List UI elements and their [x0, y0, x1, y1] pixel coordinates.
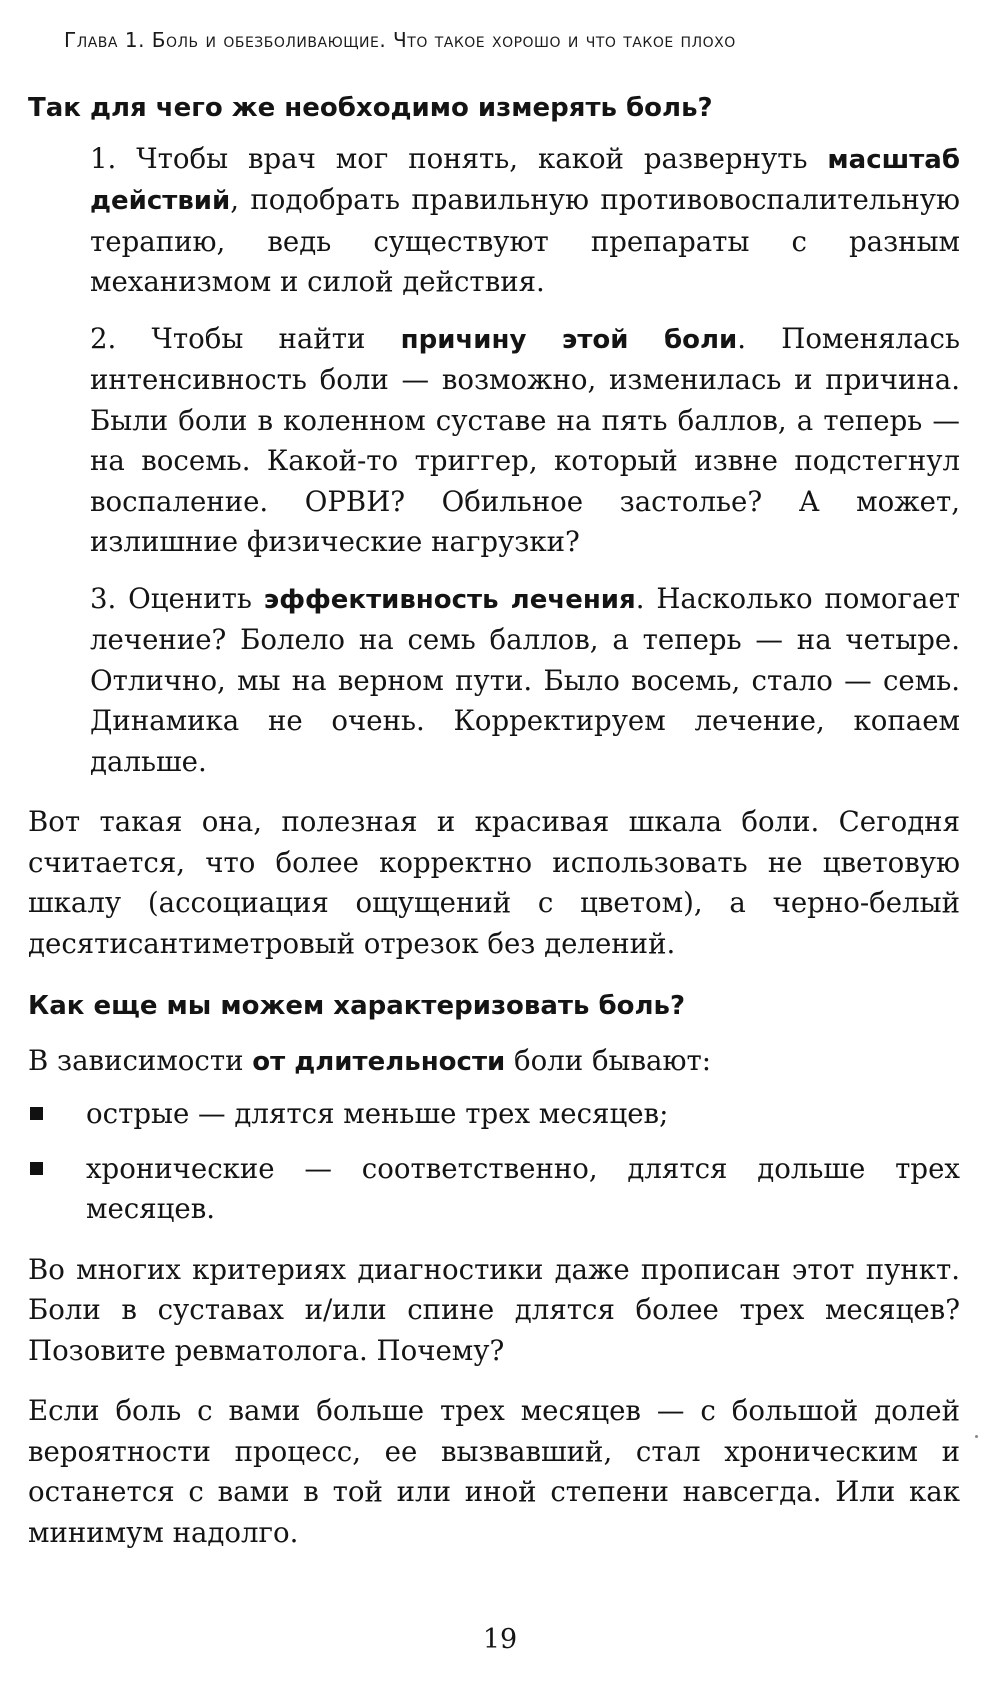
- page-body: [28, 88, 960, 1573]
- bullet-chronic-text: хронические — соответственно, длятся дольше трех месяцев.: [86, 1151, 960, 1225]
- square-bullet-icon: [30, 1162, 43, 1175]
- paragraph-pain-scale: Вот такая она, полезная и красивая шкала боли. Сегодня считается, что более корректно использовать не цветовую шкалу (ассоциация ощущений с цветом), а черно-белый десятисантиметровый отрезок без делений.: [28, 805, 960, 960]
- duration-bullet-list: [28, 1094, 960, 1230]
- running-head: Глава 1. Боль и обезболивающие. Что такое хорошо и что такое плохо: [64, 28, 736, 52]
- paragraph-diagnostic-criteria: Во многих критериях диагностики даже прописан этот пункт. Боли в суставах и/или спине длятся более трех месяцев? Позовите ревматолога. Почему?: [28, 1252, 960, 1367]
- item-2-text-start: 2. Чтобы найти: [90, 321, 401, 355]
- numbered-item-2: [90, 319, 960, 563]
- item-1-emphasis: масштаб действий: [90, 144, 960, 216]
- paragraph-duration-intro: [28, 1041, 960, 1083]
- numbered-item-3: [90, 579, 960, 783]
- item-3-text-start: 3. Оценить: [90, 581, 264, 615]
- item-3-text-end: . Насколько помогает лечение? Болело на семь баллов, а теперь — на четыре. Отлично, мы на верном пути. Было восемь, стало — семь. Динамика не очень. Корректируем лечение, копаем дальше.: [90, 581, 960, 778]
- item-1-text-end: , подобрать правильную противовоспалительную терапию, ведь существуют препараты с разным механизмом и силой действия.: [90, 183, 960, 298]
- item-2-emphasis: причину этой боли: [400, 324, 738, 355]
- paragraph-chronic-process: Если боль с вами больше трех месяцев — с большой долей вероятности процесс, ее вызвавший, стал хроническим и останется с вами в той или иной степени навсегда. Или как минимум надолго.: [28, 1394, 960, 1549]
- page-number: 19: [482, 1624, 518, 1655]
- section-heading-characterize-pain: Как еще мы можем характеризовать боль?: [28, 991, 686, 1021]
- bullet-acute-text: острые — длятся меньше трех месяцев;: [86, 1097, 669, 1130]
- square-bullet-icon: [30, 1107, 43, 1120]
- intro-emphasis: от длительности: [252, 1046, 506, 1077]
- intro-text-start: В зависимости: [28, 1043, 253, 1077]
- bullet-item-chronic: [28, 1149, 960, 1230]
- item-3-emphasis: эффективность лечения: [263, 584, 636, 615]
- scan-speck: [975, 1435, 978, 1438]
- item-2-text-end: . Поменялась интенсивность боли — возможно, изменилась и причина. Были боли в коленном суставе на пять баллов, а теперь — на восемь. Какой-то триггер, который извне подстегнул воспаление. ОРВИ? Обильное застолье? А может, излишние физические нагрузки?: [90, 321, 960, 558]
- bullet-item-acute: [28, 1094, 960, 1135]
- item-1-text-start: 1. Чтобы врач мог понять, какой развернуть: [90, 141, 828, 175]
- section-heading-measure-pain: Так для чего же необходимо измерять боль?: [28, 93, 713, 123]
- intro-text-end: боли бывают:: [505, 1043, 712, 1077]
- numbered-item-1: [90, 139, 960, 303]
